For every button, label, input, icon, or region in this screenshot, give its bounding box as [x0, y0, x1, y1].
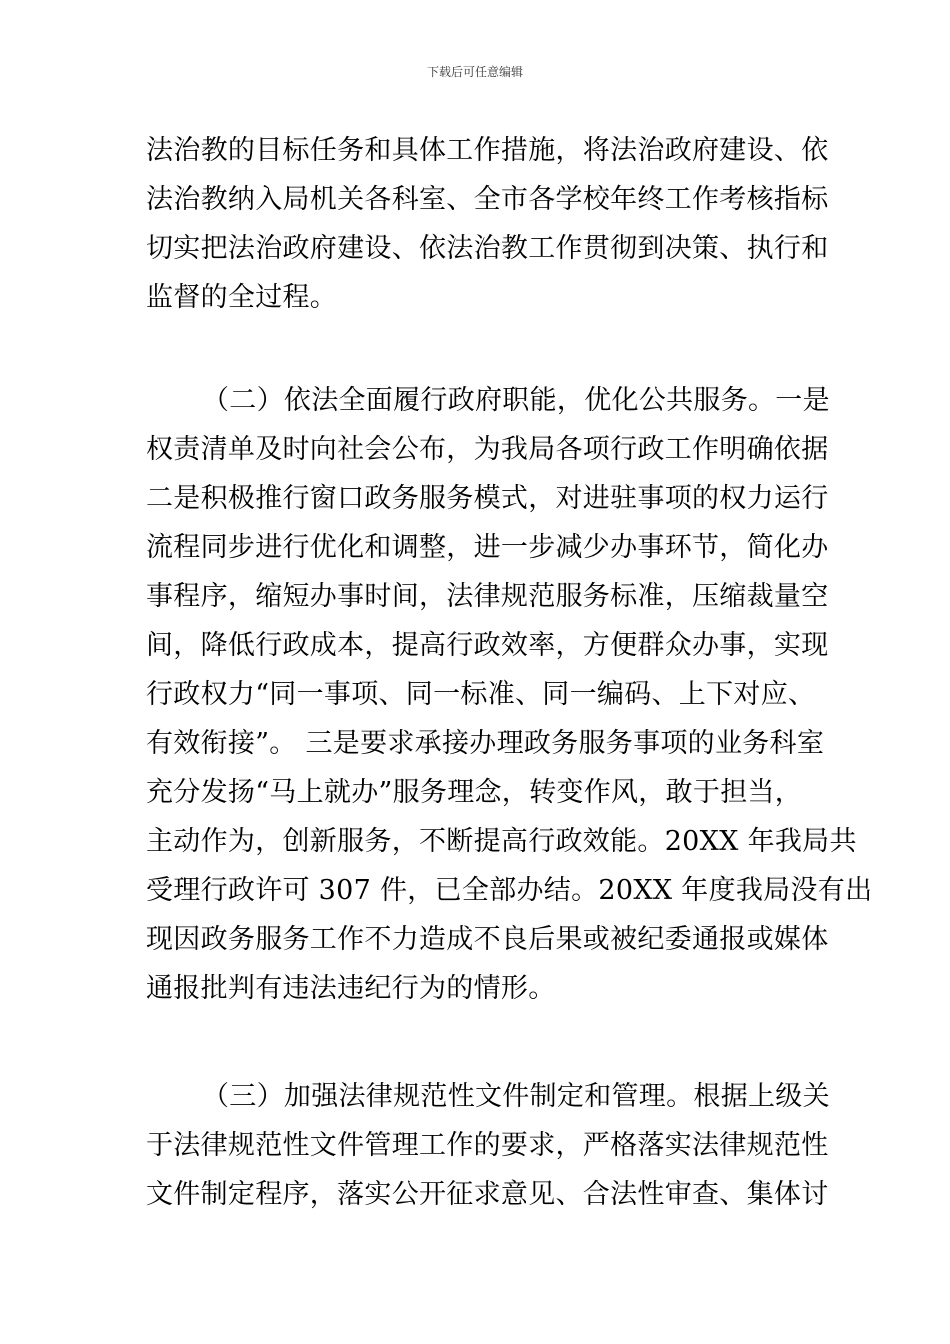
paragraph-line: （二）依法全面履行政府职能，优化公共服务。一是 — [202, 385, 830, 416]
paragraph-line: 主动作为，创新服务，不断提高行政效能。20XX 年我局共 — [146, 826, 857, 857]
paragraph-line: 行政权力“同一事项、同一标准、同一编码、上下对应、 — [146, 679, 816, 710]
paragraph-line: 权责清单及时向社会公布，为我局各项行政工作明确依据 — [146, 434, 829, 465]
paragraph-line: 间，降低行政成本，提高行政效率，方便群众办事，实现 — [146, 630, 829, 661]
paragraph-1 — [146, 126, 829, 322]
paragraph-line: 切实把法治政府建设、依法治教工作贯彻到决策、执行和 — [146, 233, 829, 264]
paragraph-line: 流程同步进行优化和调整，进一步减少办事环节，简化办 — [146, 532, 829, 563]
paragraph-line: 监督的全过程。 — [146, 282, 338, 313]
paragraph-line: 事程序，缩短办事时间，法律规范服务标准，压缩裁量空 — [146, 581, 829, 612]
paragraph-line: 现因政务服务工作不力造成不良后果或被纪委通报或媒体 — [146, 924, 829, 955]
paragraph-line: （三）加强法律规范性文件制定和管理。根据上级关 — [202, 1081, 830, 1112]
page-header: 下载后可任意编辑 — [426, 65, 523, 79]
paragraph-line: 法治教的目标任务和具体工作措施，将法治政府建设、依 — [146, 135, 829, 166]
paragraph-line: 于法律规范性文件管理工作的要求，严格落实法律规范性 — [146, 1130, 829, 1161]
paragraph-2 — [146, 376, 873, 1013]
paragraph-line: 充分发扬“马上就办”服务理念，转变作风，敢于担当， — [146, 777, 803, 808]
paragraph-line: 有效衔接”。 三是要求承接办理政务服务事项的业务科室 — [146, 728, 825, 759]
paragraph-line: 受理行政许可 307 件，已全部办结。20XX 年度我局没有出 — [146, 875, 873, 906]
paragraph-line: 二是积极推行窗口政务服务模式，对进驻事项的权力运行 — [146, 483, 829, 514]
paragraph-line: 文件制定程序，落实公开征求意见、合法性审查、集体讨 — [146, 1179, 829, 1210]
paragraph-3 — [146, 1072, 830, 1219]
paragraph-line: 通报批判有违法违纪行为的情形。 — [146, 973, 556, 1004]
paragraph-line: 法治教纳入局机关各科室、全市各学校年终工作考核指标 — [146, 184, 829, 215]
